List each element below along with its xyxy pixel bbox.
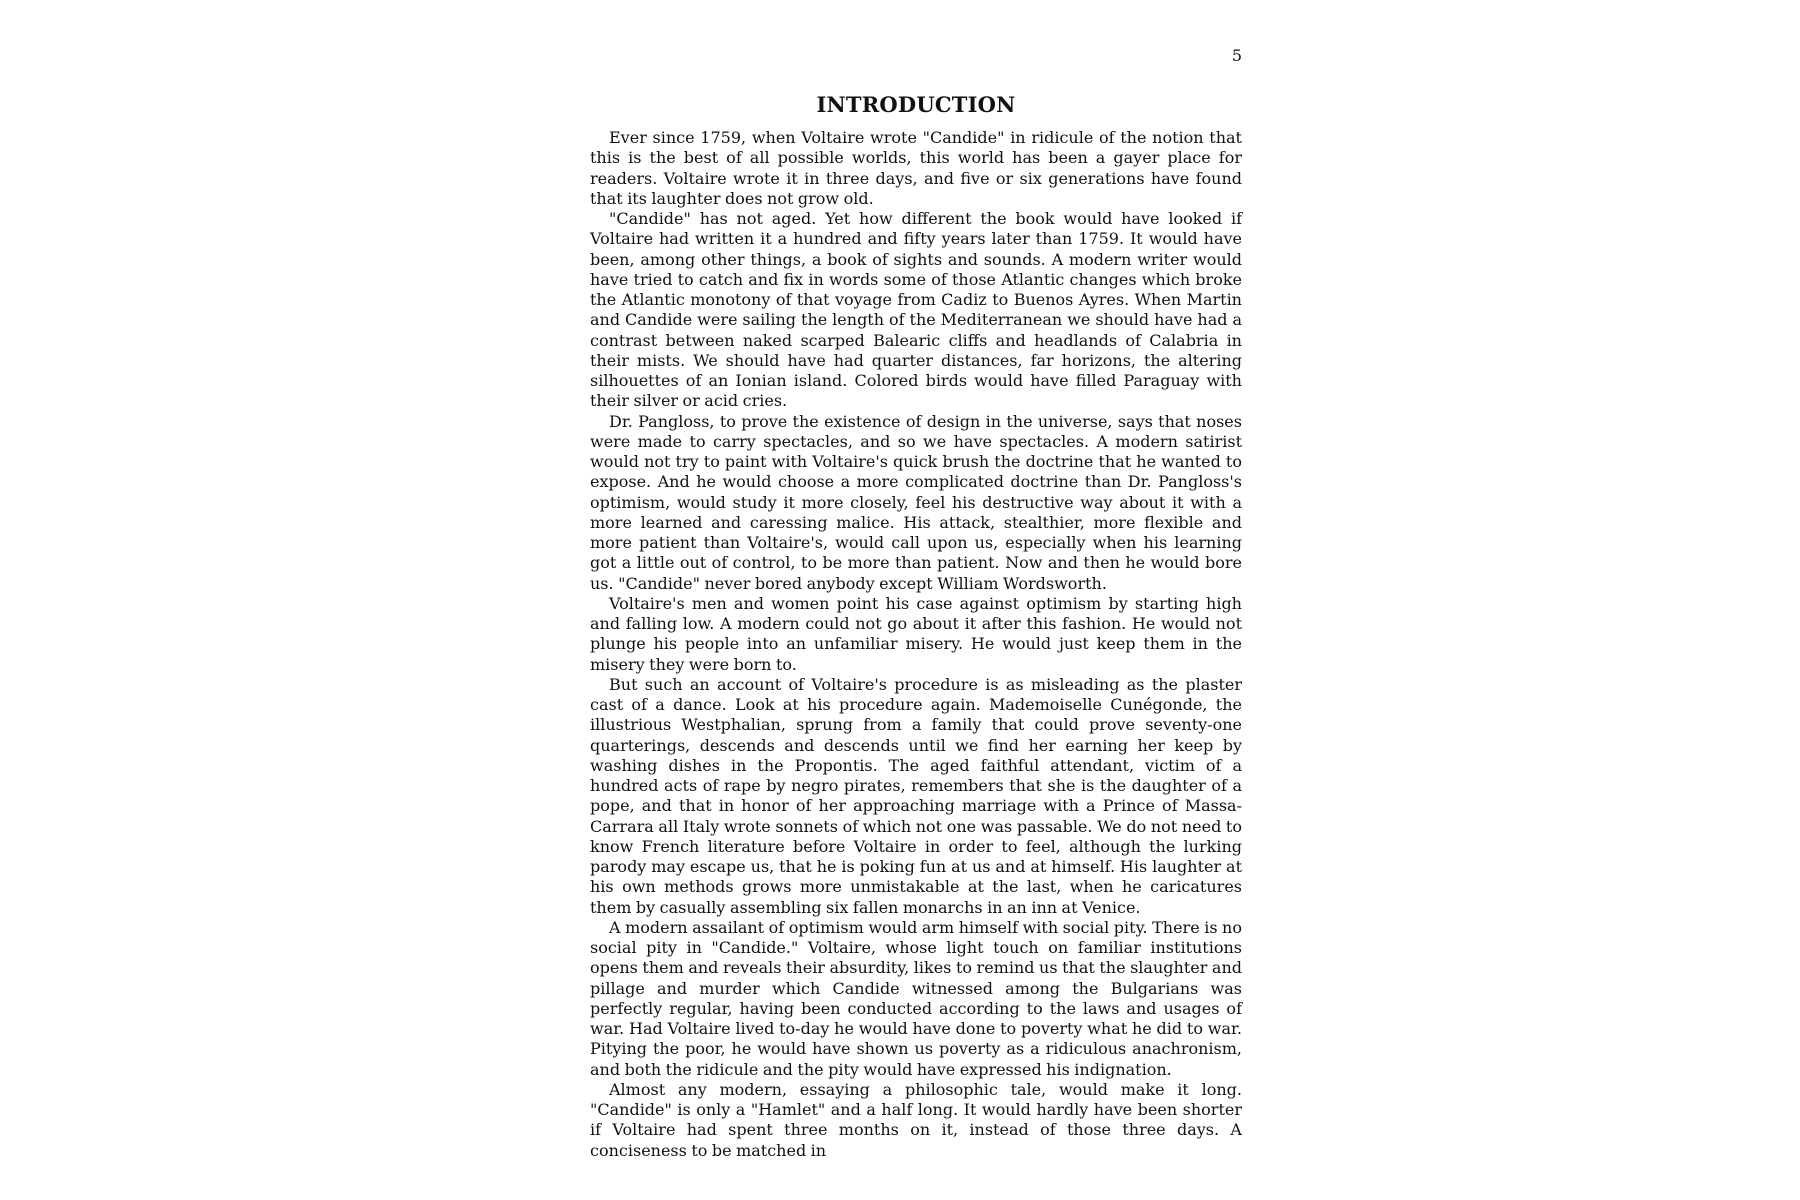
page-title: INTRODUCTION [816,92,1016,117]
paragraph: A modern assailant of optimism would arm himself with social pity. There is no social pity in "Candide." Voltaire, whose light touch on familiar institutions opens them and reveals their absurdity, likes to remind us that the slaughter and pillage and murder which Candide witnessed among the Bulgarians was perfectly regular, having been conducted according to the laws and usages of war. Had Voltaire lived to-day he would have done to poverty what he did to war. Pitying the poor, he would have shown us poverty as a ridiculous anachronism, and both the ridicule and the pity would have expressed his indignation. [590,917,1242,1079]
paragraph: Dr. Pangloss, to prove the existence of design in the universe, says that noses were made to carry spectacles, and so we have spectacles. A modern satirist would not try to paint with Voltaire's quick brush the doctrine that he wanted to expose. And he would choose a more complicated doctrine than Dr. Pangloss's optimism, would study it more closely, feel his destructive way about it with a more learned and caressing malice. His attack, stealthier, more flexible and more patient than Voltaire's, would call upon us, especially when his learning got a little out of control, to be more than patient. Now and then he would bore us. "Candide" never bored anybody except William Wordsworth. [590,411,1242,593]
page-number: 5 [1231,46,1242,65]
paragraph: But such an account of Voltaire's procedure is as misleading as the plaster cast of a dance. Look at his procedure again. Mademoiselle Cunégonde, the illustrious Westphalian, sprung from a family that could prove seventy-one quarterings, descends and descends until we find her earning her keep by washing dishes in the Propontis. The aged faithful attendant, victim of a hundred acts of rape by negro pirates, remembers that she is the daughter of a pope, and that in honor of her approaching marriage with a Prince of Massa-Carrara all Italy wrote sonnets of which not one was passable. We do not need to know French literature before Voltaire in order to feel, although the lurking parody may escape us, that he is poking fun at us and at himself. His laughter at his own methods grows more unmistakable at the last, when he caricatures them by casually assembling six fallen monarchs in an inn at Venice. [590,674,1242,917]
body-text [590,128,1242,1161]
paragraph: Ever since 1759, when Voltaire wrote "Candide" in ridicule of the notion that this is the best of all possible worlds, this world has been a gayer place for readers. Voltaire wrote it in three days, and five or six generations have found that its laughter does not grow old. [590,128,1242,208]
document-page [590,0,1242,1200]
paragraph: Almost any modern, essaying a philosophic tale, would make it long. "Candide" is only a "Hamlet" and a half long. It would hardly have been shorter if Voltaire had spent three months on it, instead of those three days. A conciseness to be matched in [590,1079,1242,1160]
paragraph: "Candide" has not aged. Yet how different the book would have looked if Voltaire had written it a hundred and fifty years later than 1759. It would have been, among other things, a book of sights and sounds. A modern writer would have tried to catch and fix in words some of those Atlantic changes which broke the Atlantic monotony of that voyage from Cadiz to Buenos Ayres. When Martin and Candide were sailing the length of the Mediterranean we should have had a contrast between naked scarped Balearic cliffs and headlands of Calabria in their mists. We should have had quarter distances, far horizons, the altering silhouettes of an Ionian island. Colored birds would have filled Paraguay with their silver or acid cries. [590,209,1242,411]
paragraph: Voltaire's men and women point his case against optimism by starting high and falling low. A modern could not go about it after this fashion. He would not plunge his people into an unfamiliar misery. He would just keep them in the misery they were born to. [590,593,1242,674]
